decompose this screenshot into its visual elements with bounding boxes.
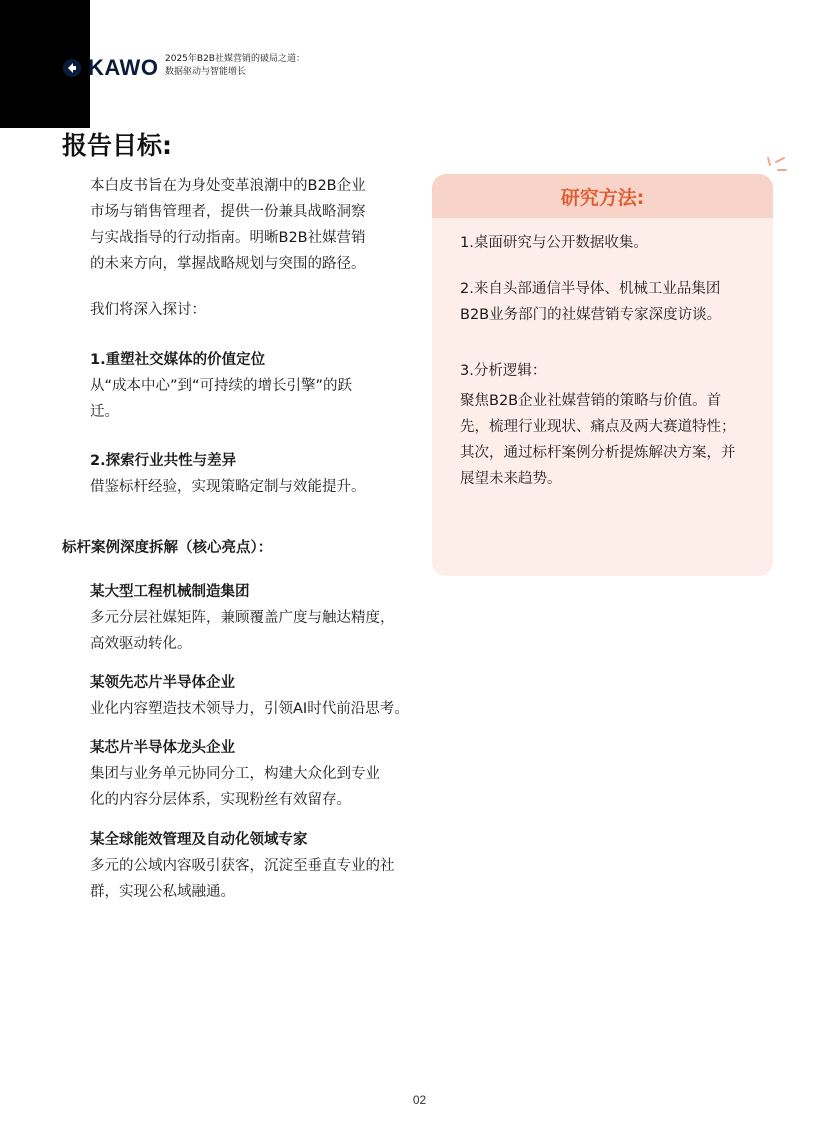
case-line: 群，实现公私域融通。 [90, 884, 235, 900]
kawo-logo [62, 55, 158, 81]
explore-label-text: 我们将深入探讨： [90, 302, 206, 318]
method-item-3-label: 3.分析逻辑： [460, 363, 547, 379]
method-item-1: 1.桌面研究与公开数据收集。 [460, 235, 648, 251]
method-item-3-line: 展望未来趋势。 [460, 471, 562, 487]
method-item-2-line: B2B业务部门的社媒营销专家深度访谈。 [460, 307, 722, 323]
page-number: 02 [412, 1093, 427, 1107]
case-item [90, 670, 420, 722]
case-item [90, 827, 420, 905]
case-line: 化的内容分层体系，实现粉丝有效留存。 [90, 792, 351, 808]
intro-line: 本白皮书旨在为身处变革浪潮中的B2B企业 [90, 178, 366, 194]
header-subtitle-line-2: 数据驱动与智能增长 [165, 67, 247, 77]
case-title: 某领先芯片半导体企业 [90, 675, 235, 691]
panel-body [460, 230, 760, 492]
case-line: 多元分层社媒矩阵，兼顾覆盖广度与触达精度， [90, 610, 395, 626]
research-method-panel [432, 174, 773, 576]
goal-item [90, 448, 420, 500]
page-title: 报告目标: [62, 131, 172, 160]
panel-header [432, 174, 773, 218]
document-header-subtitle [165, 53, 305, 79]
cases-heading: 标杆案例深度拆解（核心亮点）： [62, 540, 273, 556]
intro-line: 的未来方向，掌握战略规划与突围的路径。 [90, 256, 366, 272]
goal-line: 迁。 [90, 404, 119, 420]
case-line: 业化内容塑造技术领导力，引领AI时代前沿思考。 [90, 701, 409, 717]
goal-line: 从“成本中心”到“可持续的增长引擎”的跃 [90, 378, 353, 394]
method-item-3-line: 聚焦B2B企业社媒营销的策略与价值。首 [460, 393, 722, 409]
method-item-2-line: 2.来自头部通信半导体、机械工业品集团 [460, 281, 721, 297]
explore-label [90, 297, 420, 323]
case-line: 集团与业务单元协同分工，构建大众化到专业 [90, 766, 380, 782]
goal-title: 1.重塑社交媒体的价值定位 [90, 352, 266, 368]
case-title: 某大型工程机械制造集团 [90, 584, 250, 600]
case-title: 某芯片半导体龙头企业 [90, 740, 235, 756]
case-line: 高效驱动转化。 [90, 636, 192, 652]
method-item-3-line: 先，梳理行业现状、痛点及两大赛道特性； [460, 419, 736, 435]
goal-title: 2.探索行业共性与差异 [90, 453, 237, 469]
intro-paragraph [90, 173, 420, 277]
case-item [90, 735, 420, 813]
intro-line: 与实战指导的行动指南。明晰B2B社媒营销 [90, 230, 366, 246]
header-subtitle-line-1: 2025年B2B社媒营销的破局之道： [165, 54, 305, 64]
kawo-logo-icon [62, 58, 82, 78]
panel-title: 研究方法: [560, 186, 645, 209]
goal-line: 借鉴标杆经验，实现策略定制与效能提升。 [90, 479, 366, 495]
method-item-3-line: 其次，通过标杆案例分析提炼解决方案，并 [460, 445, 736, 461]
case-title: 某全球能效管理及自动化领域专家 [90, 832, 308, 848]
case-item [90, 579, 420, 657]
intro-line: 市场与销售管理者，提供一份兼具战略洞察 [90, 204, 366, 220]
goal-item [90, 347, 420, 425]
case-line: 多元的公域内容吸引获客，沉淀至垂直专业的社 [90, 858, 395, 874]
logo-text: KAWO [88, 55, 159, 80]
